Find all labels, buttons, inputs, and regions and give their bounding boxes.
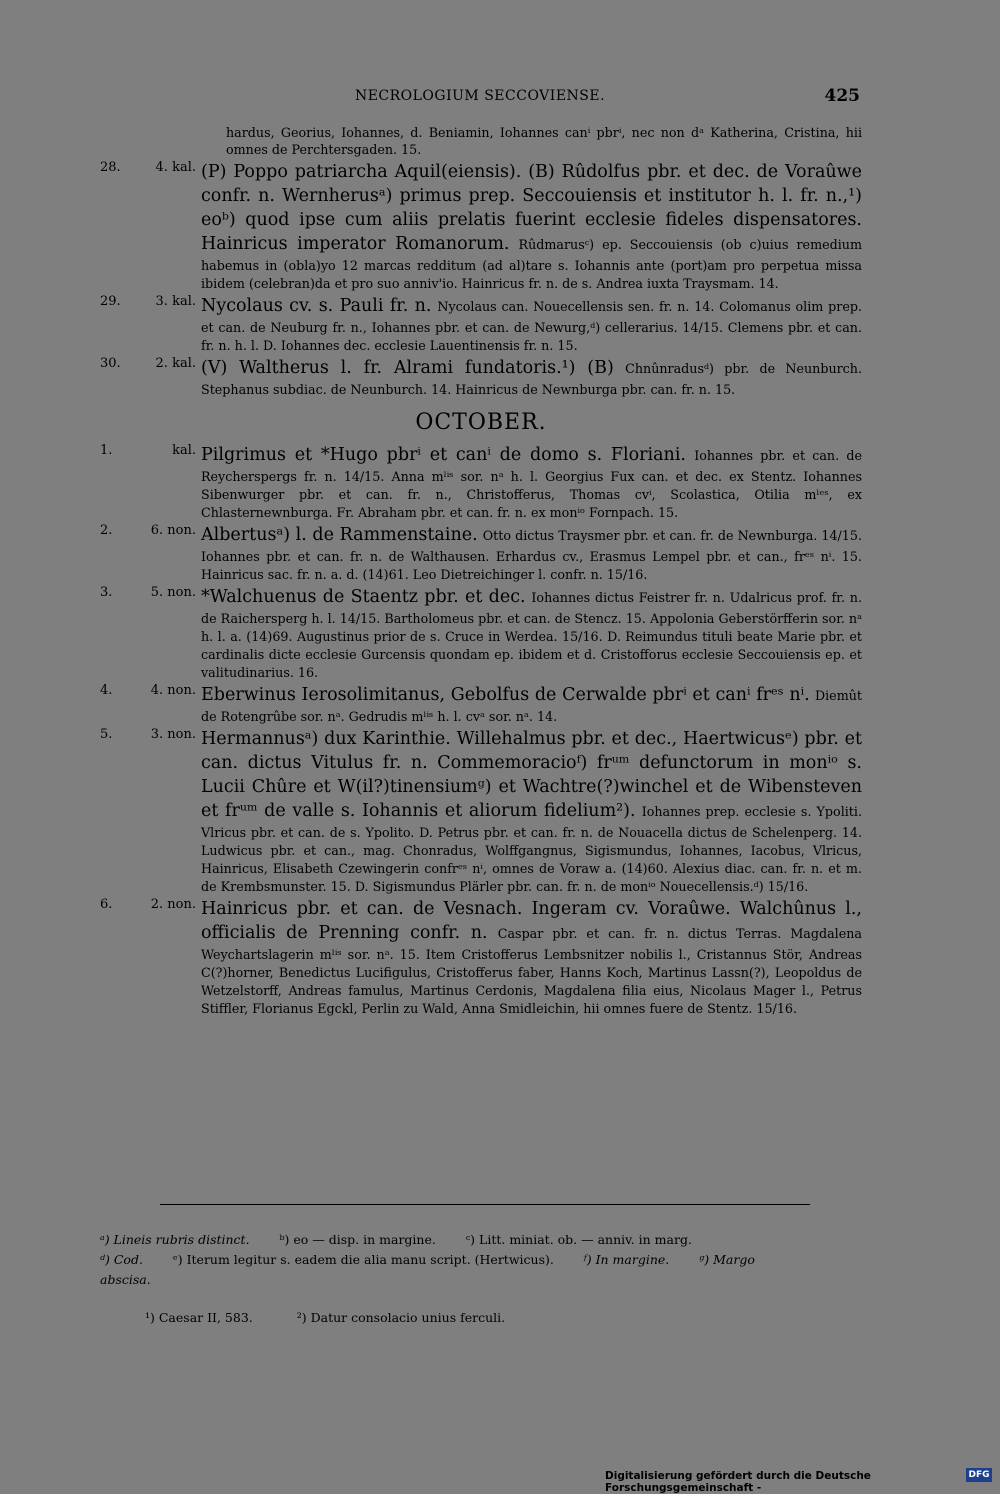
entry-oct-2 (100, 523, 862, 583)
entry-main-text: Hermannusᵃ) dux Karinthie. Willehalmus pbr. et dec., Haertwicusᵉ) pbr. et can. dictus Vitulus fr. n. Commemoracioᶠ) frᵘᵐ defunctorum in monⁱᵒ s. Lucii Chûre et W(il?)tinensiumᵍ) et Wachtre(?)winchel et de Wibensteven et frᵘᵐ de valle s. Iohannis et aliorum fidelium²). (201, 729, 862, 821)
entry-date: 5. non. (150, 585, 196, 600)
apparatus-note: abscisa. (100, 1272, 151, 1287)
critical-apparatus (100, 1230, 862, 1290)
entry-day: 6. (100, 897, 113, 912)
entry-minor-text: Chnûnradusᵈ) pbr. de Neunburch. Stephanus subdiac. de Neunburch. 14. Hainricus de Newnburga pbr. can. fr. n. 15. (201, 361, 862, 397)
entry-day: 5. (100, 727, 113, 742)
entry-main-text: (P) Poppo patriarcha Aquil(eiensis). (B) Rûdolfus pbr. et dec. de Voraûwe confr. n. Wernherusᵃ) primus prep. Seccouiensis et institutor h. l. fr. n.,¹) eoᵇ) quod ipse cum aliis prelatis fuerint ecclesie fideles dispensatores. Hainricus imperator Romanorum. (201, 162, 862, 254)
entry-sept-30 (100, 356, 862, 398)
entry-main-text: Nycolaus cv. s. Pauli fr. n. (201, 296, 432, 316)
entry-date: 4. non. (150, 683, 196, 698)
necrology-body (100, 124, 862, 1019)
apparatus-note: ᶠ) In margine. (583, 1252, 670, 1267)
entry-oct-4 (100, 683, 862, 725)
entry-date: 6. non. (150, 523, 196, 538)
entry-day: 2. (100, 523, 113, 538)
entry-day: 28. (100, 160, 121, 175)
entry-day: 1. (100, 443, 113, 458)
entry-oct-3 (100, 585, 862, 681)
entry-sept-29 (100, 294, 862, 354)
entry-date: 2. kal. (155, 356, 196, 371)
footnote: ²) Datur consolacio unius ferculi. (296, 1310, 506, 1325)
apparatus-note: ᵇ) eo — disp. in margine. (279, 1232, 436, 1247)
entry-main-text: (V) Waltherus l. fr. Alrami fundatoris.¹) (B) (201, 358, 614, 378)
digitization-credit: Digitalisierung gefördert durch die Deutsche Forschungsgemeinschaft - (605, 1470, 871, 1494)
apparatus-note: ᵍ) Margo (699, 1252, 755, 1267)
entry-oct-1 (100, 443, 862, 521)
running-title: NECROLOGIUM SECCOVIENSE. (354, 88, 606, 104)
apparatus-note: ᵃ) Lineis rubris distinct. (100, 1232, 250, 1247)
entry-day: 4. (100, 683, 113, 698)
entry-main-text: Albertusᵃ) l. de Rammenstaine. (201, 525, 478, 545)
entry-minor-text: Diemût de Rotengrûbe sor. nᵃ. Gedrudis mˡⁱˢ h. l. cvᵃ sor. nᵃ. 14. (201, 688, 862, 724)
entry-oct-5 (100, 727, 862, 895)
entry-minor-text: Otto dictus Traysmer pbr. et can. fr. de Newnburga. 14/15. Iohannes pbr. et can. fr. n. de Walthausen. Erhardus cv., Erasmus Lempel pbr. et can., frᵉˢ nⁱ. 15. Hainricus sac. fr. n. a. d. (14)61. Leo Dietreichinger l. confr. n. 15/16. (201, 528, 862, 582)
entry-date: 2. non. (150, 897, 196, 912)
entry-day: 30. (100, 356, 121, 371)
entry-main-text: Hainricus pbr. et can. de Vesnach. Ingeram cv. Voraûwe. Walchûnus l., officialis de Prenning confr. n. (201, 899, 862, 943)
entry-minor-text: Caspar pbr. et can. fr. n. dictus Terras. Magdalena Weychartslagerin mˡⁱˢ sor. nᵃ. 15. Item Cristofferus Lembsnitzer nobilis l., Cristannus Stör, Andreas C(?)horner, Benedictus Lucifigulus, Cristofferus faber, Hanns Koch, Martinus Lassn(?), Leopoldus de Wetzelstorff, Andreas famulus, Martinus Cerdonis, Magdalena filia eius, Nicolaus Mager l., Petrus Stiffler, Florianus Egckl, Perlin zu Wald, Anna Smidleichin, hii omnes fuere de Stentz. 15/16. (201, 926, 862, 1016)
entry-main-text: *Walchuenus de Staentz pbr. et dec. (201, 587, 526, 607)
footnote-divider (160, 1204, 810, 1205)
entry-oct-6 (100, 897, 862, 1017)
entry-date: 4. kal. (155, 160, 196, 175)
entry-day: 29. (100, 294, 121, 309)
entry-day: 3. (100, 585, 113, 600)
apparatus-note: ᵉ) Iterum legitur s. eadem die alia manu script. (Hertwicus). (172, 1252, 554, 1267)
entry-main-text: Pilgrimus et *Hugo pbrⁱ et canⁱ de domo s. Floriani. (201, 445, 686, 465)
page-number: 425 (824, 86, 860, 106)
entry-date: 3. non. (150, 727, 196, 742)
apparatus-line (100, 1270, 862, 1290)
apparatus-note: ᶜ) Litt. miniat. ob. — anniv. in marg. (465, 1232, 692, 1247)
entry-date: 3. kal. (155, 294, 196, 309)
entry-minor-text: Iohannes prep. ecclesie s. Ypoliti. Vlricus pbr. et can. de s. Ypolito. D. Petrus pbr. et can. fr. n. de Nouacella dictus de Schelenperg. 14. Ludwicus pbr. et can., mag. Chonradus, Wolffgangnus, Sigismundus, Iohannes, Iacobus, Vlricus, Hainricus, Elisabeth Czewingerin confrᵉˢ nⁱ, omnes de Voraw a. (14)60. Alexius diac. can. fr. n. et m. de Krembsmunster. 15. D. Sigismundus Plärler pbr. can. fr. n. de monⁱᵒ Nouecellensis.ᵈ) 15/16. (201, 804, 862, 894)
entry-main-text: Eberwinus Ierosolimitanus, Gebolfus de Cerwalde pbrⁱ et canⁱ frᵉˢ nⁱ. (201, 685, 810, 705)
apparatus-line (100, 1250, 862, 1270)
running-header (100, 88, 860, 112)
entry-minor-text: Iohannes dictus Feistrer fr. n. Udalricus prof. fr. n. de Raichersperg h. l. 14/15. Bartholomeus pbr. et can. de Stencz. 15. Appolonia Geberstörfferin sor. nᵃ h. l. a. (14)69. Augustinus prior de s. Cruce in Werdea. 15/16. D. Reimundus tituli beate Marie pbr. et cardinalis dicte ecclesie Gurcensis quondam ep. ibidem et d. Cristofforus ecclesie Seccouiensis ep. et valitudinarius. 16. (201, 590, 862, 680)
entry-date: kal. (172, 443, 196, 458)
entry-sept-28 (100, 160, 862, 292)
continuation-entry (100, 124, 862, 158)
month-heading: OCTOBER. (415, 410, 547, 435)
footnotes (145, 1310, 545, 1325)
footnote: ¹) Caesar II, 583. (145, 1310, 253, 1325)
apparatus-note: ᵈ) Cod. (100, 1252, 143, 1267)
entry-minor-text: Rûdmarusᶜ) ep. Seccouiensis (ob c)uius remedium habemus in (obla)yo 12 marcas redditum (ad al)tare s. Iohannis ante (port)am pro perpetua missa ibidem (celebran)da et pro suo anniv'io. Hainricus fr. n. de s. Andrea iuxta Traysmam. 14. (201, 237, 862, 291)
continuation-text: hardus, Georius, Iohannes, d. Beniamin, Iohannes canⁱ pbrⁱ, nec non dᵃ Katherina, Cristina, hii omnes de Perchtersgaden. 15. (226, 125, 862, 157)
entry-minor-text: Iohannes pbr. et can. de Reycherspergs fr. n. 14/15. Anna mˡⁱˢ sor. nᵃ h. l. Georgius Fux can. et dec. ex Stentz. Iohannes Sibenwurger pbr. et can. fr. n., Christofferus, Thomas cvⁱ, Scolastica, Otilia mˡᵉˢ, ex Chlasternewnburga. Fr. Abraham pbr. et can. fr. n. ex monⁱᵒ Fornpach. 15. (201, 448, 862, 520)
apparatus-line (100, 1230, 862, 1250)
dfg-logo-icon: DFG (966, 1468, 992, 1482)
entry-minor-text: Nycolaus can. Nouecellensis sen. fr. n. 14. Colomanus olim prep. et can. de Neuburg fr. n., Iohannes pbr. et can. de Newurg,ᵈ) cellerarius. 14/15. Clemens pbr. et can. fr. n. h. l. D. Iohannes dec. ecclesie Lauentinensis fr. n. 15. (201, 299, 862, 353)
